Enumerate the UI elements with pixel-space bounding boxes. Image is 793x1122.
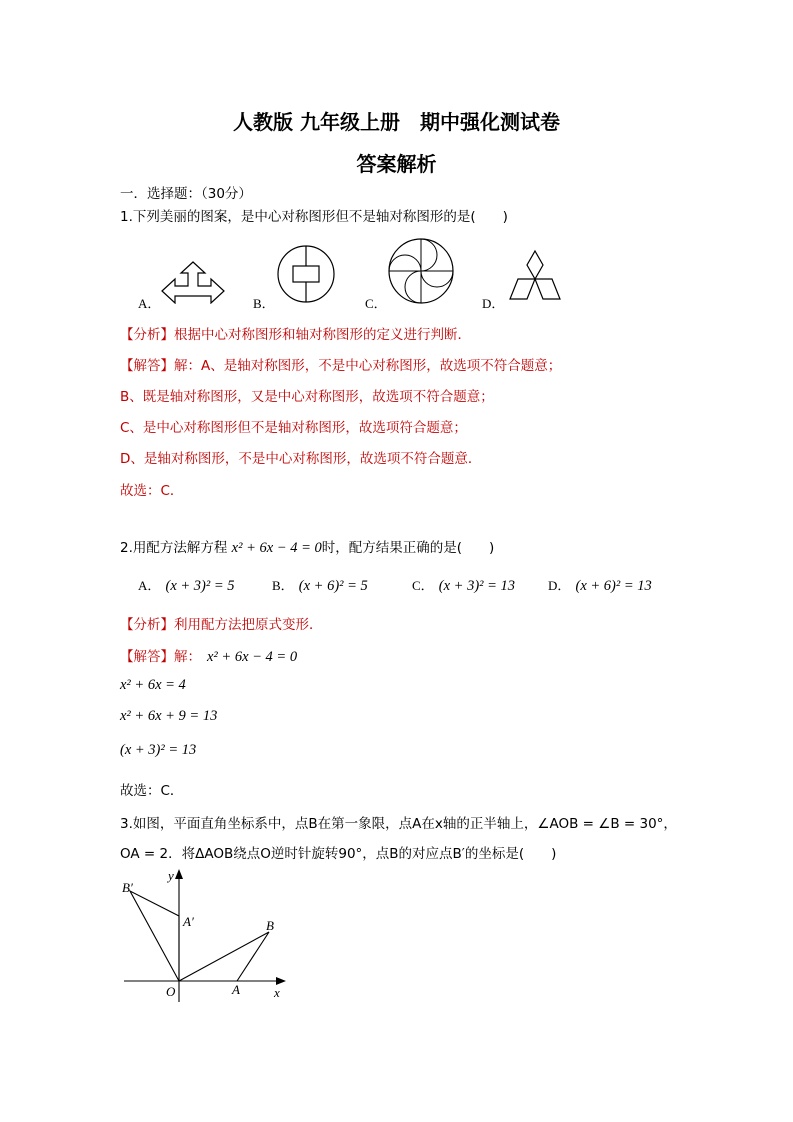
point-a-prime-label: A′: [183, 914, 194, 929]
q2-option-c-label: C．: [412, 578, 434, 593]
triangle-a-prime-o-b-prime: [130, 891, 179, 981]
point-b-label: B: [266, 918, 274, 933]
q2-equation: x² + 6x − 4 = 0: [231, 540, 322, 556]
q1-answer-line-2: B、既是轴对称图形，又是中心对称图形，故选项不符合题意；: [120, 389, 494, 405]
q1-analysis-tag: 【分析】: [120, 327, 174, 343]
circle-square-pattern-icon: [276, 244, 336, 304]
q1-answer-line-4: D、是轴对称图形，不是中心对称图形，故选项不符合题意．: [120, 451, 482, 467]
y-axis-label: y: [168, 868, 174, 883]
q2-answer-prefix: 解：: [174, 649, 201, 665]
three-diamonds-pattern-icon: [505, 248, 565, 304]
q2-analysis-tag: 【分析】: [120, 617, 174, 633]
q2-option-d-expr: (x + 6)² = 13: [575, 578, 652, 594]
section-heading: 一．选择题：（30分）: [120, 186, 252, 202]
q1-answer-text-1: 解：A、是轴对称图形，不是中心对称图形，故选项不符合题意；: [174, 358, 562, 374]
question-3-stem-line-2: OA = 2．将ΔAOB绕点O逆时针旋转90°，点B的对应点B′的坐标是( ): [120, 846, 557, 862]
q1-answer-line-1: [120, 354, 561, 374]
q2-option-a-expr: (x + 3)² = 5: [165, 578, 235, 594]
q1-answer-line-3: C、是中心对称图形但不是轴对称图形，故选项符合题意；: [120, 420, 467, 436]
page-title: 人教版 九年级上册 期中强化测试卷: [233, 110, 560, 134]
x-axis-arrow-icon: [276, 977, 286, 985]
q2-step-1: x² + 6x − 4 = 0: [207, 649, 298, 665]
pinwheel-pattern-icon: [387, 237, 455, 305]
q1-option-b-label: B．: [253, 296, 275, 311]
point-b-prime-label: B′: [122, 880, 133, 895]
q1-option-a-label: A．: [138, 296, 161, 311]
q2-option-c-expr: (x + 3)² = 13: [438, 578, 516, 594]
q1-answer-tag: 【解答】: [120, 358, 174, 374]
q2-stem-before: 2.用配方法解方程: [120, 540, 232, 556]
q2-option-c: [412, 575, 515, 595]
q2-answer-line-1: [120, 645, 297, 666]
q2-option-b: [272, 575, 368, 595]
q1-choice: 故选：C．: [120, 483, 184, 499]
page-subtitle: 答案解析: [356, 152, 437, 176]
question-3-stem-line-1: 3.如图，平面直角坐标系中，点B在第一象限，点A在x轴的正半轴上，∠AOB = ∠B = 30°，: [120, 816, 677, 832]
triangle-aob: [179, 932, 269, 981]
point-o-label: O: [166, 984, 176, 999]
q1-option-d-label: D．: [482, 296, 505, 311]
question-1-stem: 1.下列美丽的图案，是中心对称图形但不是轴对称图形的是( ): [120, 209, 508, 225]
q3-coordinate-figure: [110, 860, 310, 1010]
q2-analysis: [120, 613, 323, 633]
point-a-label: A: [232, 982, 240, 997]
q2-option-b-label: B．: [272, 578, 294, 593]
q2-option-b-expr: (x + 6)² = 5: [298, 578, 368, 594]
q1-analysis: [120, 323, 471, 343]
q1-analysis-text: 根据中心对称图形和轴对称图形的定义进行判断．: [174, 327, 471, 343]
arrows-pattern-icon: [160, 260, 226, 304]
q2-step-2: x² + 6x = 4: [120, 677, 186, 693]
q2-option-a: [138, 575, 235, 595]
q1-option-c-label: C．: [365, 296, 387, 311]
q2-answer-tag: 【解答】: [120, 649, 174, 665]
q2-analysis-text: 利用配方法把原式变形．: [174, 617, 323, 633]
y-axis-arrow-icon: [175, 869, 183, 879]
q2-step-3: x² + 6x + 9 = 13: [120, 708, 218, 724]
x-axis-label: x: [274, 985, 280, 1000]
q2-option-d-label: D．: [548, 578, 571, 593]
question-2-stem: [120, 536, 494, 557]
q2-stem-after: 时，配方结果正确的是( ): [321, 540, 495, 556]
q2-choice: 故选：C．: [120, 783, 184, 799]
q2-option-a-label: A．: [138, 578, 161, 593]
q2-step-4: (x + 3)² = 13: [120, 742, 197, 758]
q2-option-d: [548, 575, 652, 595]
